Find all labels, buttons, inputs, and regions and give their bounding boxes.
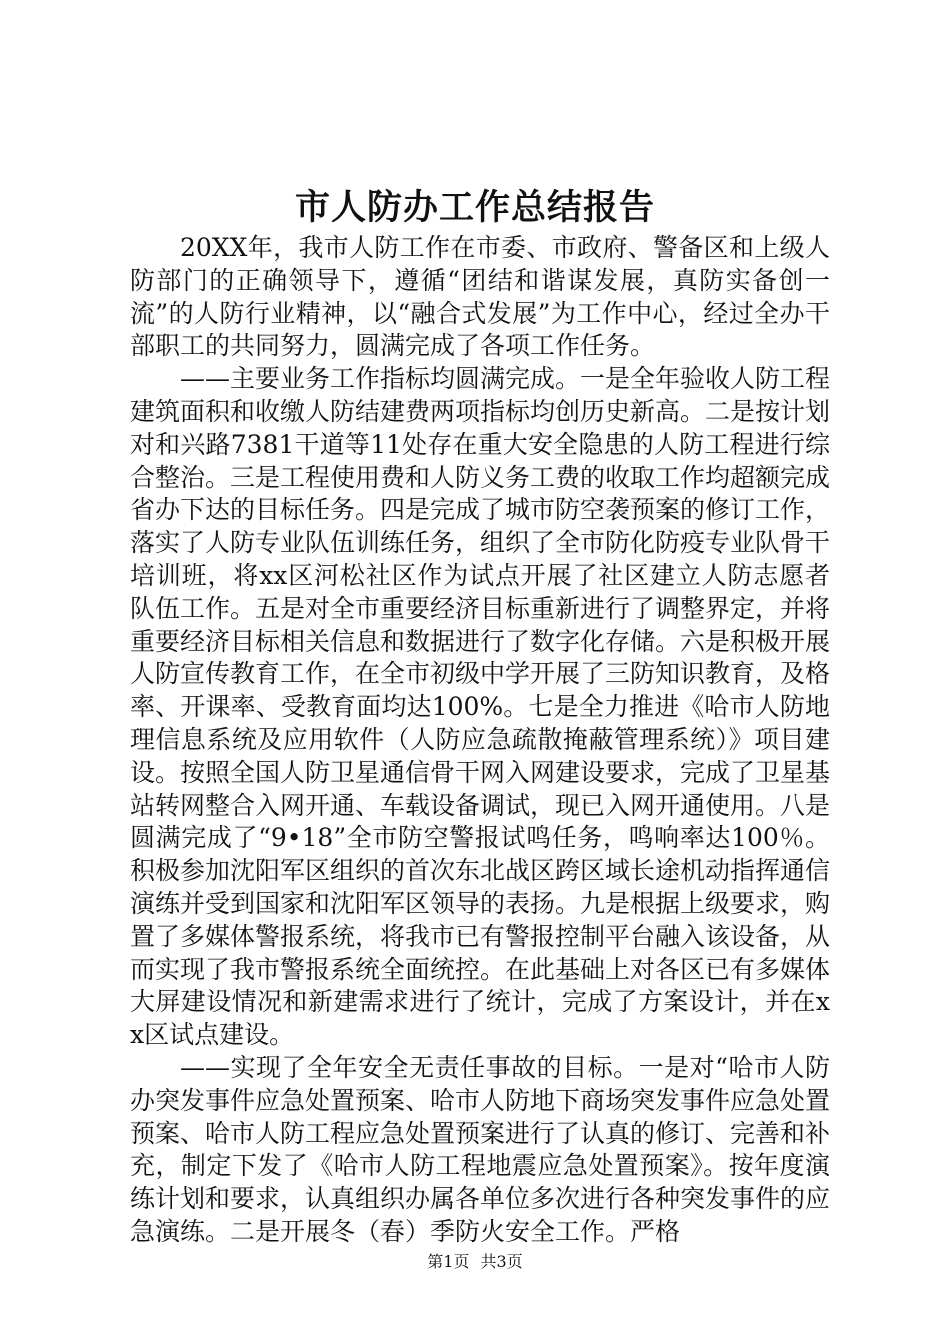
document-title: 市人防办工作总结报告 — [294, 187, 655, 228]
paragraph-intro: 20XX年，我市人防工作在市委、市政府、警备区和上级人防部门的正确领导下，遵循“团结和谐谋发展，真防实备创一流”的人防行业精神，以“融合式发展”为工作中心，经过全办干部职工的共同努力，圆满完成了各项工作任务。 — [130, 233, 830, 361]
page-total: 共3页 — [480, 1252, 523, 1271]
paragraph-safety-targets: ——实现了全年安全无责任事故的目标。一是对“哈市人防办突发事件应急处置预案、哈市人防地下商场突发事件应急处置预案、哈市人防工程应急处置预案进行了认真的修订、完善和补充，制定下发了《哈市人防工程地震应急处置预案》。按年度演练计划和要求，认真组织办属各单位多次进行各种突发事件的应急演练。二是开展冬（春）季防火安全工作。严格 — [130, 1052, 831, 1246]
document-body — [130, 232, 830, 1249]
page-number: 第1页 — [427, 1252, 470, 1271]
page-footer — [0, 1252, 950, 1272]
paragraph-business-targets: ——主要业务工作指标均圆满完成。一是全年验收人防工程建筑面积和收缴人防结建费两项指标均创历史新高。二是按计划对和兴路7381干道等11处存在重大安全隐患的人防工程进行综合整治。三是工程使用费和人防义务工费的收取工作均超额完成省办下达的目标任务。四是完成了城市防空袭预案的修订工作，落实了人防专业队伍训练任务，组织了全市防化防疫专业队骨干培训班，将xx区河松社区作为试点开展了社区建立人防志愿者队伍工作。五是对全市重要经济目标重新进行了调整界定，并将重要经济目标相关信息和数据进行了数字化存储。六是积极开展人防宣传教育工作，在全市初级中学开展了三防知识教育，及格率、开课率、受教育面均达100%。七是全力推进《哈市人防地理信息系统及应用软件（人防应急疏散掩蔽管理系统）》项目建设。按照全国人防卫星通信骨干网入网建设要求，完成了卫星基站转网整合入网开通、车载设备调试，现已入网开通使用。八是圆满完成了“9•18”全市防空警报试鸣任务，鸣响率达100％。积极参加沈阳军区组织的首次东北战区跨区域长途机动指挥通信演练并受到国家和沈阳军区领导的表扬。九是根据上级要求，购置了多媒体警报系统，将我市已有警报控制平台融入该设备，从而实现了我市警报系统全面统控。在此基础上对各区已有多媒体大屏建设情况和新建需求进行了统计，完成了方案设计，并在xx区试点建设。 — [130, 364, 831, 1050]
